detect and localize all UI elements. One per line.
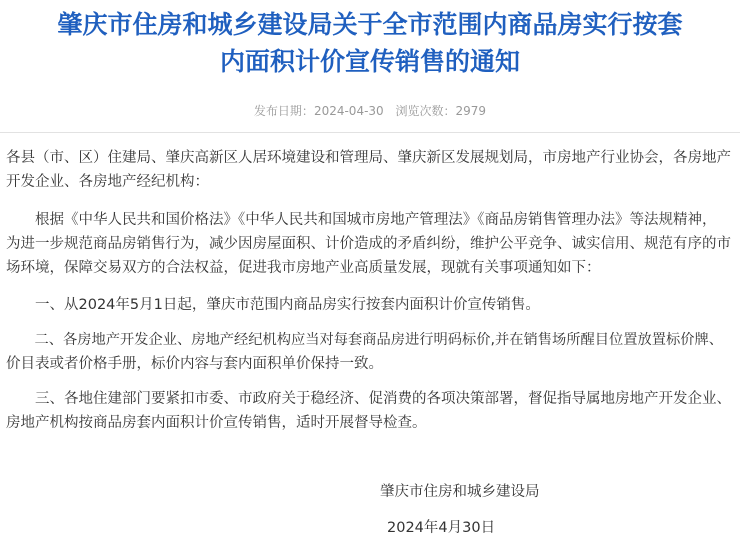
publish-date-value: 2024-04-30: [313, 104, 384, 118]
intro-paragraph: [6, 208, 734, 280]
item-3-line-1: 三、各地住建部门要紧扣市委、市政府关于稳经济、促消费的各项决策部署，督促指导属地房地产开发企业、: [6, 391, 731, 407]
addressee-line-1: 各县（市、区）住建局、肇庆高新区人居环境建设和管理局、肇庆新区发展规划局，市房地产行业协会，各房地产: [6, 150, 731, 166]
item-2-line-1: 二、各房地产开发企业、房地产经纪机构应当对每套商品房进行明码标价,并在销售场所醒目位置放置标价牌、: [6, 332, 724, 348]
header-divider: [0, 132, 740, 133]
notice-title-line-2: 内面积计价宣传销售的通知: [219, 47, 520, 76]
publish-meta: [0, 103, 740, 119]
view-count: [396, 104, 487, 118]
publish-date-label: 发布日期：: [253, 104, 314, 118]
intro-line-1: 根据《中华人民共和国价格法》《中华人民共和国城市房地产管理法》《商品房销售管理办法》等法规精神，: [6, 212, 717, 228]
item-1-line-1: 一、从2024年5月1日起，肇庆市范围内商品房实行按套内面积计价宣传销售。: [6, 297, 540, 313]
signature-date: 2024年4月30日: [387, 520, 496, 536]
addressee-paragraph: [6, 146, 734, 194]
view-count-label: 浏览次数：: [395, 104, 456, 118]
item-1-paragraph: [6, 293, 734, 317]
view-count-value: 2979: [455, 104, 487, 118]
item-3-paragraph: [6, 387, 734, 435]
item-3-line-2: 房地产机构按商品房套内面积计价宣传销售，适时开展督导检查。: [6, 415, 427, 431]
publish-date: [254, 104, 384, 118]
notice-title-line-1: 肇庆市住房和城乡建设局关于全市范围内商品房实行按套: [57, 10, 683, 39]
addressee-line-2: 开发企业、各房地产经纪机构：: [6, 174, 209, 190]
signature-organization: 肇庆市住房和城乡建设局: [380, 484, 540, 500]
intro-line-3: 场环境，保障交易双方的合法权益，促进我市房地产业高质量发展，现就有关事项通知如下：: [6, 260, 601, 276]
item-2-line-2: 价目表或者价格手册，标价内容与套内面积单价保持一致。: [6, 356, 383, 372]
item-2-paragraph: [6, 328, 734, 376]
intro-line-2: 为进一步规范商品房销售行为，减少因房屋面积、计价造成的矛盾纠纷，维护公平竞争、诚实信用、规范有序的市: [6, 236, 731, 252]
